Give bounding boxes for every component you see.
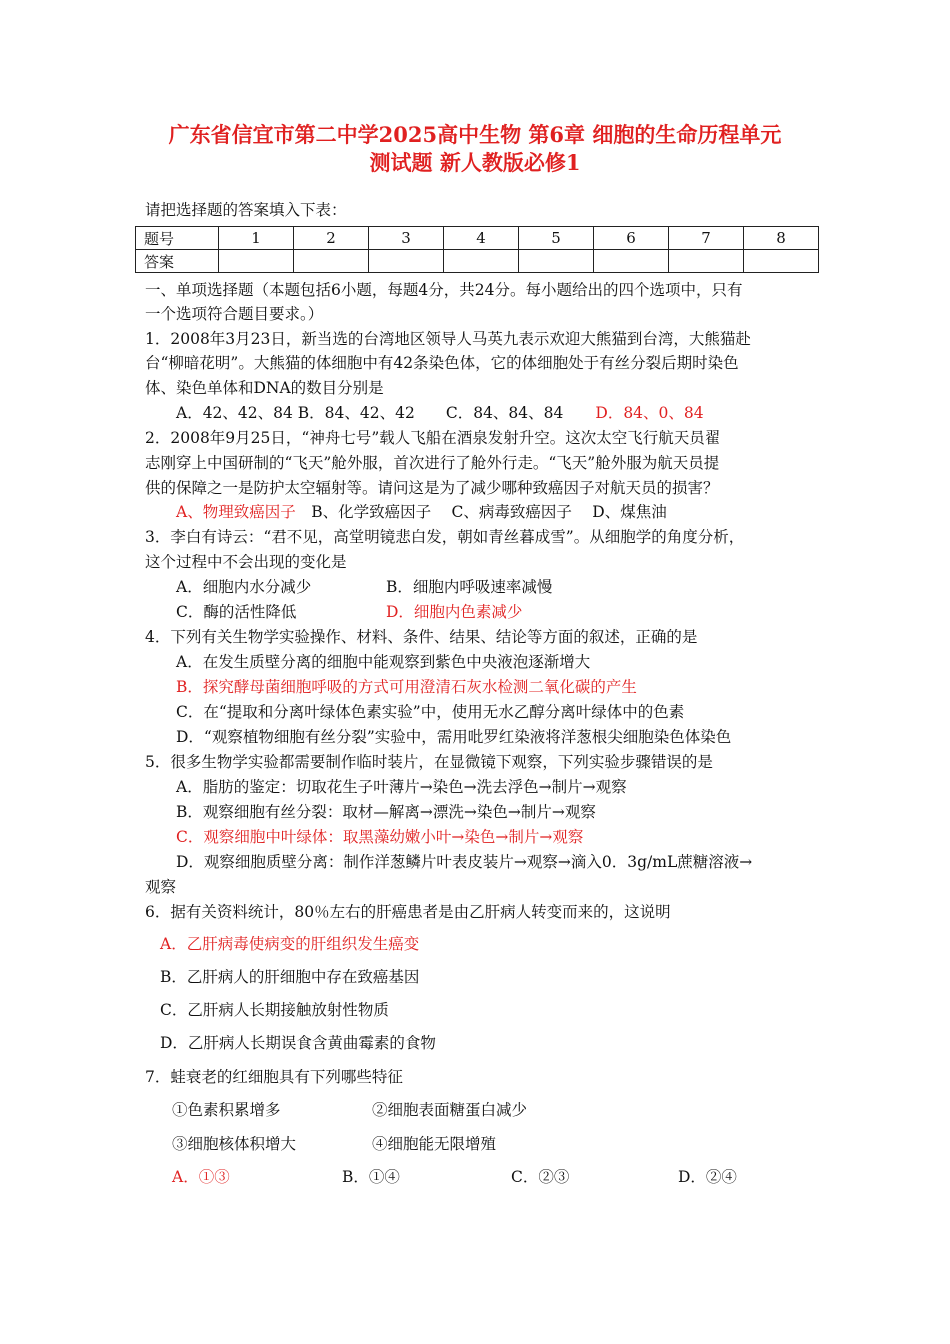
question-3-option-b: B．细胞内呼吸速率减慢	[386, 578, 553, 596]
question-1-answer: D．84、0、84	[595, 404, 704, 422]
answer-cell[interactable]	[294, 250, 369, 273]
question-1-stem: 体、染色单体和DNA的数目分别是	[145, 379, 384, 397]
question-4-stem: 4．下列有关生物学实验操作、材料、条件、结果、结论等方面的叙述，正确的是	[145, 628, 698, 646]
question-7-item-1: ①色素积累增多	[172, 1101, 281, 1119]
answer-cell[interactable]	[444, 250, 519, 273]
question-1-options-abc: A．42、42、84 B．84、42、42 C．84、84、84	[176, 404, 564, 422]
section-header-line2: 一个选项符合题目要求。）	[145, 305, 324, 323]
answer-table-header-row	[136, 227, 819, 250]
question-3-stem: 这个过程中不会出现的变化是	[145, 553, 347, 571]
question-4-option-a: A．在发生质壁分离的细胞中能观察到紫色中央液泡逐渐增大	[176, 653, 591, 671]
question-7-option-c: C．②③	[511, 1168, 570, 1186]
question-7-option-d: D．②④	[678, 1168, 737, 1186]
question-5-option-d-cont: 观察	[145, 878, 177, 896]
question-3-option-a: A．细胞内水分减少	[176, 578, 312, 596]
question-7-stem: 7．蛙衰老的红细胞具有下列哪些特征	[145, 1068, 403, 1086]
question-2-stem: 供的保障之一是防护太空辐射等。请问这是为了减少哪种致癌因子对航天员的损害？	[145, 479, 719, 497]
answer-cell[interactable]	[219, 250, 294, 273]
question-4-answer: B．探究酵母菌细胞呼吸的方式可用澄清石灰水检测二氧化碳的产生	[176, 678, 637, 696]
question-5-stem: 5．很多生物学实验都需要制作临时装片，在显微镜下观察，下列实验步骤错误的是	[145, 753, 713, 771]
question-4-option-d: D．“观察植物细胞有丝分裂”实验中，需用吡罗红染液将洋葱根尖细胞染色体染色	[176, 728, 732, 746]
question-5-option-d: D．观察细胞质壁分离：制作洋葱鳞片叶表皮装片→观察→滴入0．3g/mL蔗糖溶液→	[176, 853, 753, 871]
question-3-answer: D．细胞内色素减少	[386, 603, 523, 621]
question-5-answer: C．观察细胞中叶绿体：取黑藻幼嫩小叶→染色→制片→观察	[176, 828, 584, 846]
question-number-cell: 8	[744, 227, 819, 250]
question-7-option-b: B．①④	[342, 1168, 400, 1186]
question-4-option-c: C．在“提取和分离叶绿体色素实验”中，使用无水乙醇分离叶绿体中的色素	[176, 703, 685, 721]
answer-cell[interactable]	[594, 250, 669, 273]
document-title-line1: 广东省信宜市第二中学2025高中生物 第6章 细胞的生命历程单元	[168, 122, 782, 147]
question-7-item-4: ④细胞能无限增殖	[372, 1135, 497, 1153]
question-7-item-3: ③细胞核体积增大	[172, 1135, 297, 1153]
table-row-label: 题号	[136, 227, 219, 250]
question-number-cell: 7	[669, 227, 744, 250]
question-1-stem: 1．2008年3月23日，新当选的台湾地区领导人马英九表示欢迎大熊猫到台湾，大熊猫赴	[145, 330, 751, 348]
instruction-text: 请把选择题的答案填入下表：	[145, 201, 347, 219]
question-6-option-d: D．乙肝病人长期误食含黄曲霉素的食物	[160, 1034, 436, 1052]
question-number-cell: 1	[219, 227, 294, 250]
question-2-stem: 2．2008年9月25日，“神舟七号”载人飞船在酒泉发射升空。这次太空飞行航天员翟	[145, 429, 721, 447]
question-number-cell: 2	[294, 227, 369, 250]
question-3-option-c: C．酶的活性降低	[176, 603, 297, 621]
question-7-item-2: ②细胞表面糖蛋白减少	[372, 1101, 528, 1119]
question-2-options	[176, 501, 667, 523]
question-2-answer: A、物理致癌因子	[176, 503, 296, 521]
question-6-answer: A．乙肝病毒使病变的肝组织发生癌变	[160, 935, 420, 953]
question-6-option-c: C．乙肝病人长期接触放射性物质	[160, 1001, 389, 1019]
question-3-stem: 3．李白有诗云：“君不见，高堂明镜悲白发，朝如青丝暮成雪”。从细胞学的角度分析，	[145, 528, 745, 546]
answer-cell[interactable]	[744, 250, 819, 273]
section-header-line1: 一、单项选择题（本题包括6小题，每题4分，共24分。每小题给出的四个选项中，只有	[145, 281, 743, 299]
question-6-option-b: B．乙肝病人的肝细胞中存在致癌基因	[160, 968, 420, 986]
question-6-stem: 6．据有关资料统计，80％左右的肝癌患者是由乙肝病人转变而来的，这说明	[145, 903, 671, 921]
question-5-option-a: A．脂肪的鉴定：切取花生子叶薄片→染色→洗去浮色→制片→观察	[176, 778, 627, 796]
question-2-options-bcd: B、化学致癌因子 C、病毒致癌因子 D、煤焦油	[295, 503, 667, 521]
question-2-stem: 志刚穿上中国研制的“飞天”舱外服，首次进行了舱外行走。“飞天”舱外服为航天员提	[145, 454, 720, 472]
question-1-options	[176, 402, 704, 424]
answer-table	[135, 226, 819, 273]
answer-cell[interactable]	[369, 250, 444, 273]
question-number-cell: 5	[519, 227, 594, 250]
question-number-cell: 6	[594, 227, 669, 250]
table-row-label: 答案	[136, 250, 219, 273]
answer-cell[interactable]	[669, 250, 744, 273]
question-7-answer: A．①③	[172, 1168, 230, 1186]
question-5-option-b: B．观察细胞有丝分裂：取材—解离→漂洗→染色→制片→观察	[176, 803, 596, 821]
document-title-line2: 测试题 新人教版必修1	[369, 150, 581, 175]
answer-cell[interactable]	[519, 250, 594, 273]
question-1-stem: 台“柳暗花明”。大熊猫的体细胞中有42条染色体，它的体细胞处于有丝分裂后期时染色	[145, 354, 739, 372]
question-number-cell: 4	[444, 227, 519, 250]
answer-table-answer-row	[136, 250, 819, 273]
question-number-cell: 3	[369, 227, 444, 250]
